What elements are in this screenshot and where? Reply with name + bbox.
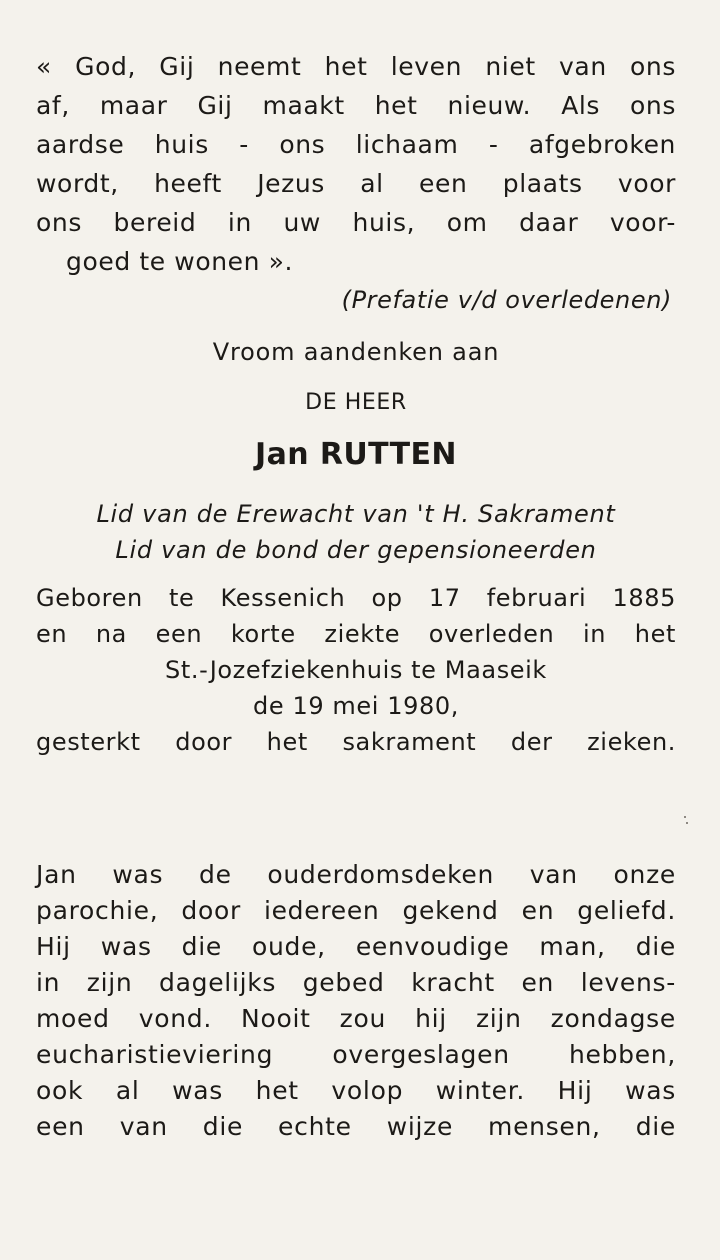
opening-quote [36, 54, 676, 288]
quote-line: af, maar Gij maakt het nieuw. Als ons [36, 91, 676, 120]
story-line: eucharistieviering overgeslagen hebben, [36, 1040, 676, 1069]
roles-block [36, 502, 676, 574]
story-line: een van die echte wijze mensen, die [36, 1112, 676, 1141]
quote-line: aardse huis - ons lichaam - afgebroken [36, 130, 676, 159]
story-line: Jan was de ouderdomsdeken van onze [36, 860, 676, 889]
quote-line: « God, Gij neemt het leven niet van ons [36, 52, 676, 81]
bio-line: gesterkt door het sakrament der zieken. [36, 728, 676, 756]
quote-line: ons bereid in uw huis, om daar voor- [36, 208, 676, 237]
quote-attribution: (Prefatie v/d overledenen) [341, 286, 672, 314]
bio-line: de 19 mei 1980, [253, 692, 459, 720]
honorific-title: DE HEER [305, 390, 407, 415]
print-speck [686, 822, 688, 824]
role-line: Lid van de bond der gepensioneerden [115, 536, 597, 564]
quote-line: wordt, heeft Jezus al een plaats voor [36, 169, 676, 198]
role-line: Lid van de Erewacht van 't H. Sakrament [96, 500, 616, 528]
biography-block [36, 586, 676, 766]
story-line: ook al was het volop winter. Hij was [36, 1076, 676, 1105]
bio-line: Geboren te Kessenich op 17 februari 1885 [36, 584, 676, 612]
story-line: moed vond. Nooit zou hij zijn zondagse [36, 1004, 676, 1033]
deceased-name: Jan RUTTEN [255, 437, 457, 472]
print-speck [684, 816, 686, 818]
bio-line: en na een korte ziekte overleden in het [36, 620, 676, 648]
story-line: parochie, door iedereen gekend en geliefd. [36, 896, 676, 925]
bio-line: St.-Jozefziekenhuis te Maaseik [165, 656, 547, 684]
story-line: in zijn dagelijks gebed kracht en levens- [36, 968, 676, 997]
quote-line: goed te wonen ». [66, 247, 294, 276]
story-block [36, 862, 676, 1150]
story-line: Hij was die oude, eenvoudige man, die [36, 932, 676, 961]
memorial-intro: Vroom aandenken aan [212, 338, 500, 366]
